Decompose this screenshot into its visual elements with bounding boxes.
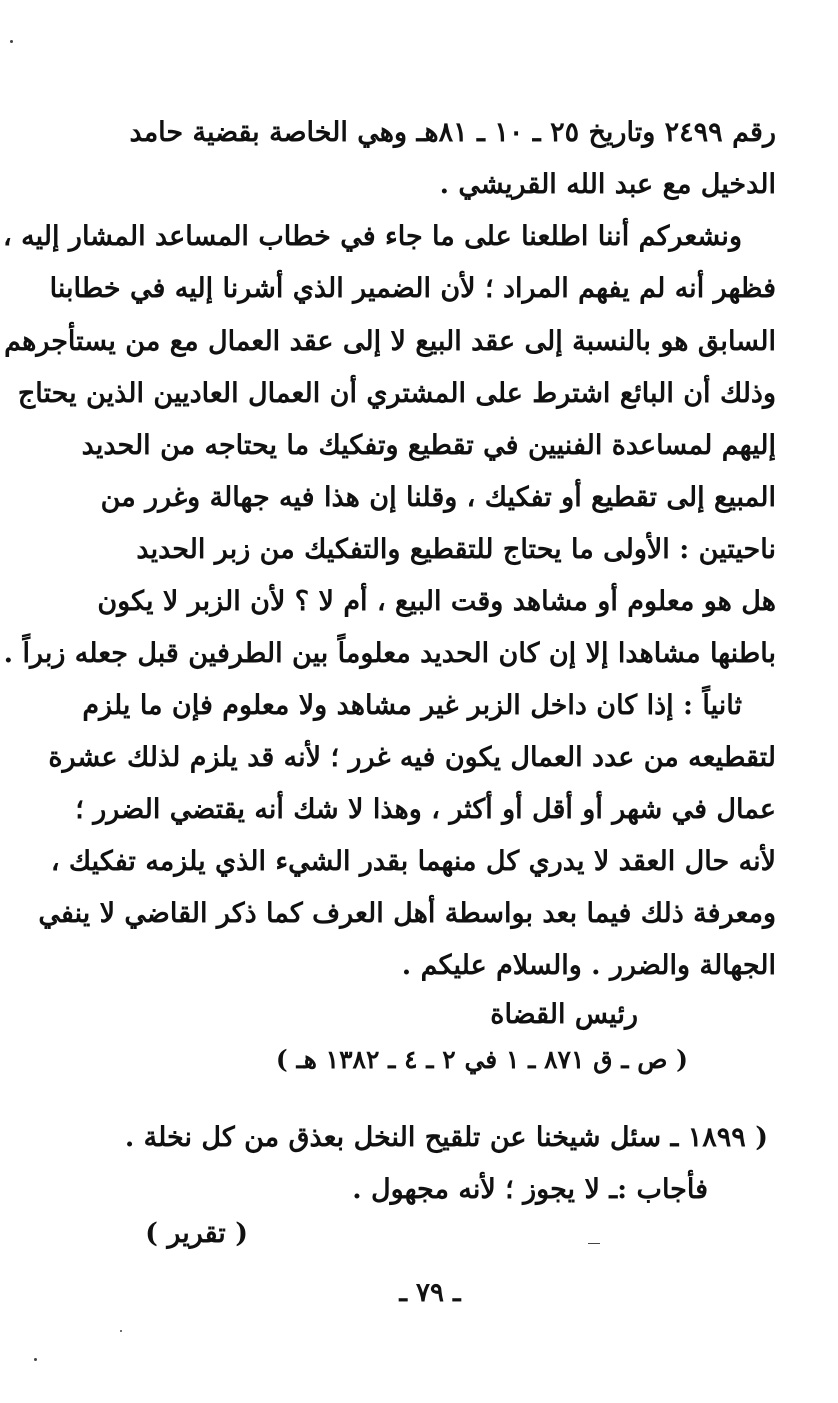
- body-line-2: الدخيل مع عبد الله القريشي .: [439, 169, 776, 200]
- body-line-6: وذلك أن البائع اشترط على المشتري أن العمال العاديين الذين يحتاج: [17, 378, 776, 409]
- body-line-13: لتقطيعه من عدد العمال يكون فيه غرر ؛ لأنه قد يلزم لذلك عشرة: [48, 742, 776, 773]
- reference-number: ( ص ـ ق ٨٧١ ـ ١ في ٢ ـ ٤ ـ ١٣٨٢ هـ ): [275, 1045, 688, 1074]
- body-line-11: باطنها مشاهدا إلا إن كان الحديد معلوماً بين الطرفين قبل جعله زبراً .: [3, 638, 776, 669]
- body-line-5: السابق هو بالنسبة إلى عقد البيع لا إلى عقد العمال مع من يستأجرهم: [4, 326, 776, 357]
- body-line-8: المبيع إلى تقطيع أو تفكيك ، وقلنا إن هذا فيه جهالة وغرر من: [100, 482, 776, 513]
- page-number: ـ ٧٩ ـ: [399, 1278, 461, 1308]
- body-line-3: ونشعركم أننا اطلعنا على ما جاء في خطاب المساعد المشار إليه ،: [3, 221, 742, 252]
- body-line-17: الجهالة والضرر . والسلام عليكم .: [401, 950, 776, 981]
- body-line-16: ومعرفة ذلك فيما بعد بواسطة أهل العرف كما ذكر القاضي لا ينفي: [38, 898, 776, 929]
- body-line-1: رقم ٢٤٩٩ وتاريخ ٢٥ ـ ١٠ ـ ٨١هـ وهي الخاصة بقضية حامد: [129, 117, 776, 148]
- body-line-9: ناحيتين : الأولى ما يحتاج للتقطيع والتفكيك من زبر الحديد: [136, 534, 776, 565]
- body-line-15: لأنه حال العقد لا يدري كل منهما بقدر الشيء الذي يلزمه تفكيك ،: [50, 846, 776, 877]
- body-line-7: إليهم لمساعدة الفنيين في تقطيع وتفكيك ما يحتاجه من الحديد: [81, 430, 776, 461]
- question-heading: ( ١٨٩٩ ـ سئل شيخنا عن تلقيح النخل بعذق من كل نخلة .: [124, 1122, 768, 1153]
- source-tag: ( تقرير ): [145, 1218, 248, 1249]
- signature-title: رئيس القضاة: [490, 999, 638, 1030]
- scan-speck: [588, 1243, 600, 1244]
- body-line-4: فظهر أنه لم يفهم المراد ؛ لأن الضمير الذي أشرنا إليه في خطابنا: [49, 273, 776, 304]
- body-line-10: هل هو معلوم أو مشاهد وقت البيع ، أم لا ؟ لأن الزبر لا يكون: [97, 586, 776, 617]
- scan-speck: [10, 40, 13, 43]
- body-line-12: ثانياً : إذا كان داخل الزبر غير مشاهد ولا معلوم فإن ما يلزم: [82, 690, 742, 721]
- scan-speck: [34, 1358, 37, 1361]
- scan-speck: [120, 1330, 122, 1332]
- body-line-14: عمال في شهر أو أقل أو أكثر ، وهذا لا شك أنه يقتضي الضرر ؛: [75, 794, 776, 825]
- answer-line: فأجاب :ـ لا يجوز ؛ لأنه مجهول .: [352, 1174, 708, 1205]
